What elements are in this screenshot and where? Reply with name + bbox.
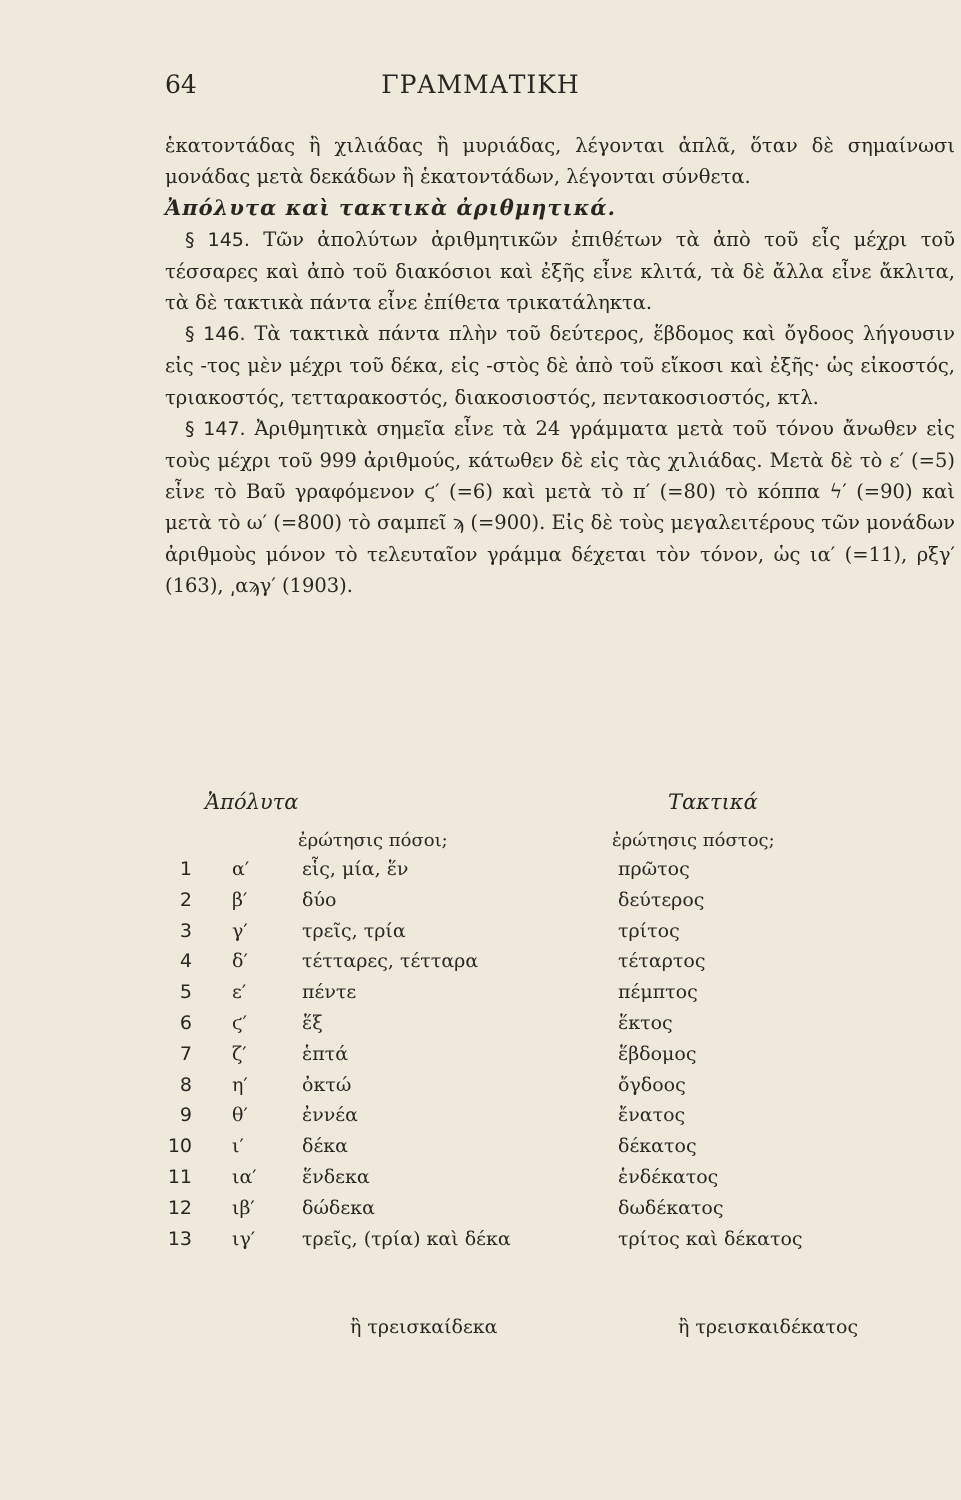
ordinal-question: ἐρώτησις πόστος; xyxy=(612,830,775,851)
row-cardinal: δώδεκα xyxy=(302,1196,375,1219)
row-cardinal: ἕξ xyxy=(302,1011,323,1034)
table-row xyxy=(0,1197,961,1228)
body-text xyxy=(165,130,955,601)
row-ordinal: δεύτερος xyxy=(618,888,705,911)
row-letter: ιγ′ xyxy=(232,1227,256,1250)
row-cardinal: ἕνδεκα xyxy=(302,1165,370,1188)
row-letter: γ′ xyxy=(232,919,248,942)
row-number: 10 xyxy=(167,1135,192,1158)
row-number: 6 xyxy=(179,1011,192,1034)
row-number: 2 xyxy=(179,888,192,911)
row-cardinal: τρεῖς, τρία xyxy=(302,919,406,942)
table-row xyxy=(0,1012,961,1043)
section-mark-146: § 146. xyxy=(185,323,246,346)
paragraph-147 xyxy=(165,413,955,601)
numerals-table xyxy=(0,858,961,1258)
table-row xyxy=(0,1104,961,1135)
row-cardinal: πέντε xyxy=(302,981,357,1004)
row-13-cardinal-alt: ἢ τρεισκαίδεκα xyxy=(350,1316,498,1338)
section-mark-147: § 147. xyxy=(185,417,246,440)
table-row xyxy=(0,1228,961,1259)
table-row xyxy=(0,1043,961,1074)
table-row xyxy=(0,920,961,951)
row-ordinal: πέμπτος xyxy=(618,981,698,1004)
row-cardinal: εἷς, μία, ἕν xyxy=(302,858,409,880)
row-13-ordinal-alt: ἢ τρεισκαιδέκατος xyxy=(678,1316,859,1338)
row-letter: η′ xyxy=(232,1073,248,1096)
absolute-column-heading: Ἀπόλυτα xyxy=(205,790,299,814)
row-letter: ιβ′ xyxy=(232,1196,255,1219)
table-row xyxy=(0,950,961,981)
row-cardinal: τρεῖς, (τρία) καὶ δέκα xyxy=(302,1227,511,1250)
row-number: 7 xyxy=(179,1042,192,1065)
section-mark-145: § 145. xyxy=(185,228,250,251)
table-row xyxy=(0,1135,961,1166)
paragraph-146 xyxy=(165,318,955,413)
row-ordinal: ἕκτος xyxy=(618,1011,673,1034)
row-number: 8 xyxy=(179,1073,192,1096)
row-number: 9 xyxy=(179,1104,192,1127)
table-row xyxy=(0,1166,961,1197)
row-ordinal: ἕβδομος xyxy=(618,1042,697,1065)
page-header xyxy=(0,70,961,110)
row-cardinal: ὀκτώ xyxy=(302,1073,352,1096)
row-number: 3 xyxy=(179,919,192,942)
row-cardinal: δύο xyxy=(302,888,337,911)
row-ordinal: ἑνδέκατος xyxy=(618,1165,719,1188)
row-cardinal: δέκα xyxy=(302,1135,348,1158)
page-number: 64 xyxy=(165,70,197,99)
absolute-question: ἐρώτησις πόσοι; xyxy=(298,830,448,851)
paragraph-145-text: Τῶν ἀπολύτων ἀριθμητικῶν ἐπιθέτων τὰ ἀπὸ τοῦ εἷς μέχρι τοῦ τέσσαρες καὶ ἀπὸ τοῦ διακόσιοι καὶ ἐξῆς εἶνε κλιτά, τὰ δὲ ἄλλα εἶνε ἄκλιτα, τὰ δὲ τακτικὰ πάντα εἶνε ἐπίθετα τρικατάληκτα. xyxy=(165,227,955,315)
row-ordinal: δωδέκατος xyxy=(618,1196,724,1219)
row-ordinal: δέκατος xyxy=(618,1135,697,1158)
intro-paragraph: ἑκατοντάδας ἢ χιλιάδας ἢ μυριάδας, λέγονται ἁπλᾶ, ὅταν δὲ σημαίνωσι μονάδας μετὰ δεκάδων ἢ ἑκατοντάδων, λέγονται σύνθετα. xyxy=(165,134,955,189)
row-letter: ζ′ xyxy=(232,1042,247,1065)
row-ordinal: τρίτος καὶ δέκατος xyxy=(618,1227,803,1250)
row-ordinal: πρῶτος xyxy=(618,858,690,880)
row-ordinal: ὄγδοος xyxy=(618,1073,686,1096)
row-letter: ϛ′ xyxy=(232,1011,247,1034)
row-letter: β′ xyxy=(232,888,248,911)
row-letter: ια′ xyxy=(232,1165,257,1188)
row-number: 13 xyxy=(167,1227,192,1250)
row-ordinal: ἔνατος xyxy=(618,1104,686,1127)
numerals-table-header xyxy=(0,790,961,830)
row-cardinal: ἐννέα xyxy=(302,1104,358,1127)
row-number: 4 xyxy=(179,950,192,973)
row-cardinal: ἑπτά xyxy=(302,1042,349,1065)
row-letter: ι′ xyxy=(232,1135,244,1158)
ordinal-column-heading: Τακτικά xyxy=(668,790,758,814)
row-number: 11 xyxy=(167,1165,192,1188)
row-letter: α′ xyxy=(232,858,250,880)
paragraph-147-text: Ἀριθμητικὰ σημεῖα εἶνε τὰ 24 γράμματα μετὰ τοῦ τόνου ἄνωθεν εἰς τοὺς μέχρι τοῦ 999 ἀριθμούς, κάτωθεν δὲ εἰς τὰς χιλιάδας. Μετὰ δὲ τὸ ε′ (=5) εἶνε τὸ Βαῦ γραφόμενον ϛ′ (=6) καὶ μετὰ τὸ π′ (=80) τὸ κόππα ϟ′ (=90) καὶ μετὰ τὸ ω′ (=800) τὸ σαμπεῖ ϡ (=900). Εἰς δὲ τοὺς μεγαλειτέρους τῶν μονάδων ἀριθμοὺς μόνον τὸ τελευταῖον γράμμα δέχεται τὸν τόνον, ὡς ια′ (=11), ρξγ′ (163), ͵αϡγ′ (1903). xyxy=(165,416,955,597)
row-ordinal: τέταρτος xyxy=(618,950,706,973)
running-title: ΓΡΑΜΜΑΤΙΚΗ xyxy=(381,70,580,99)
row-cardinal: τέτταρες, τέτταρα xyxy=(302,950,479,973)
row-number: 12 xyxy=(167,1196,192,1219)
row-number: 5 xyxy=(179,981,192,1004)
table-row xyxy=(0,981,961,1012)
row-ordinal: τρίτος xyxy=(618,919,680,942)
table-row xyxy=(0,1074,961,1105)
paragraph-145 xyxy=(165,224,955,319)
row-number: 1 xyxy=(179,858,192,880)
section-subtitle: Ἀπόλυτα καὶ τακτικὰ ἀριθμητικά. xyxy=(165,195,616,221)
paragraph-146-text: Τὰ τακτικὰ πάντα πλὴν τοῦ δεύτερος, ἕβδομος καὶ ὄγδοος λήγουσιν εἰς -τος μὲν μέχρι τοῦ δέκα, εἰς -στὸς δὲ ἀπὸ τοῦ εἴκοσι καὶ ἐξῆς· ὡς εἰκοστός, τριακοστός, τετταρακοστός, διακοσιοστός, πεντακοσιοστός, κτλ. xyxy=(165,322,955,409)
table-row xyxy=(0,858,961,889)
table-row xyxy=(0,889,961,920)
row-letter: δ′ xyxy=(232,950,248,973)
row-letter: ε′ xyxy=(232,981,247,1004)
row-letter: θ′ xyxy=(232,1104,248,1127)
